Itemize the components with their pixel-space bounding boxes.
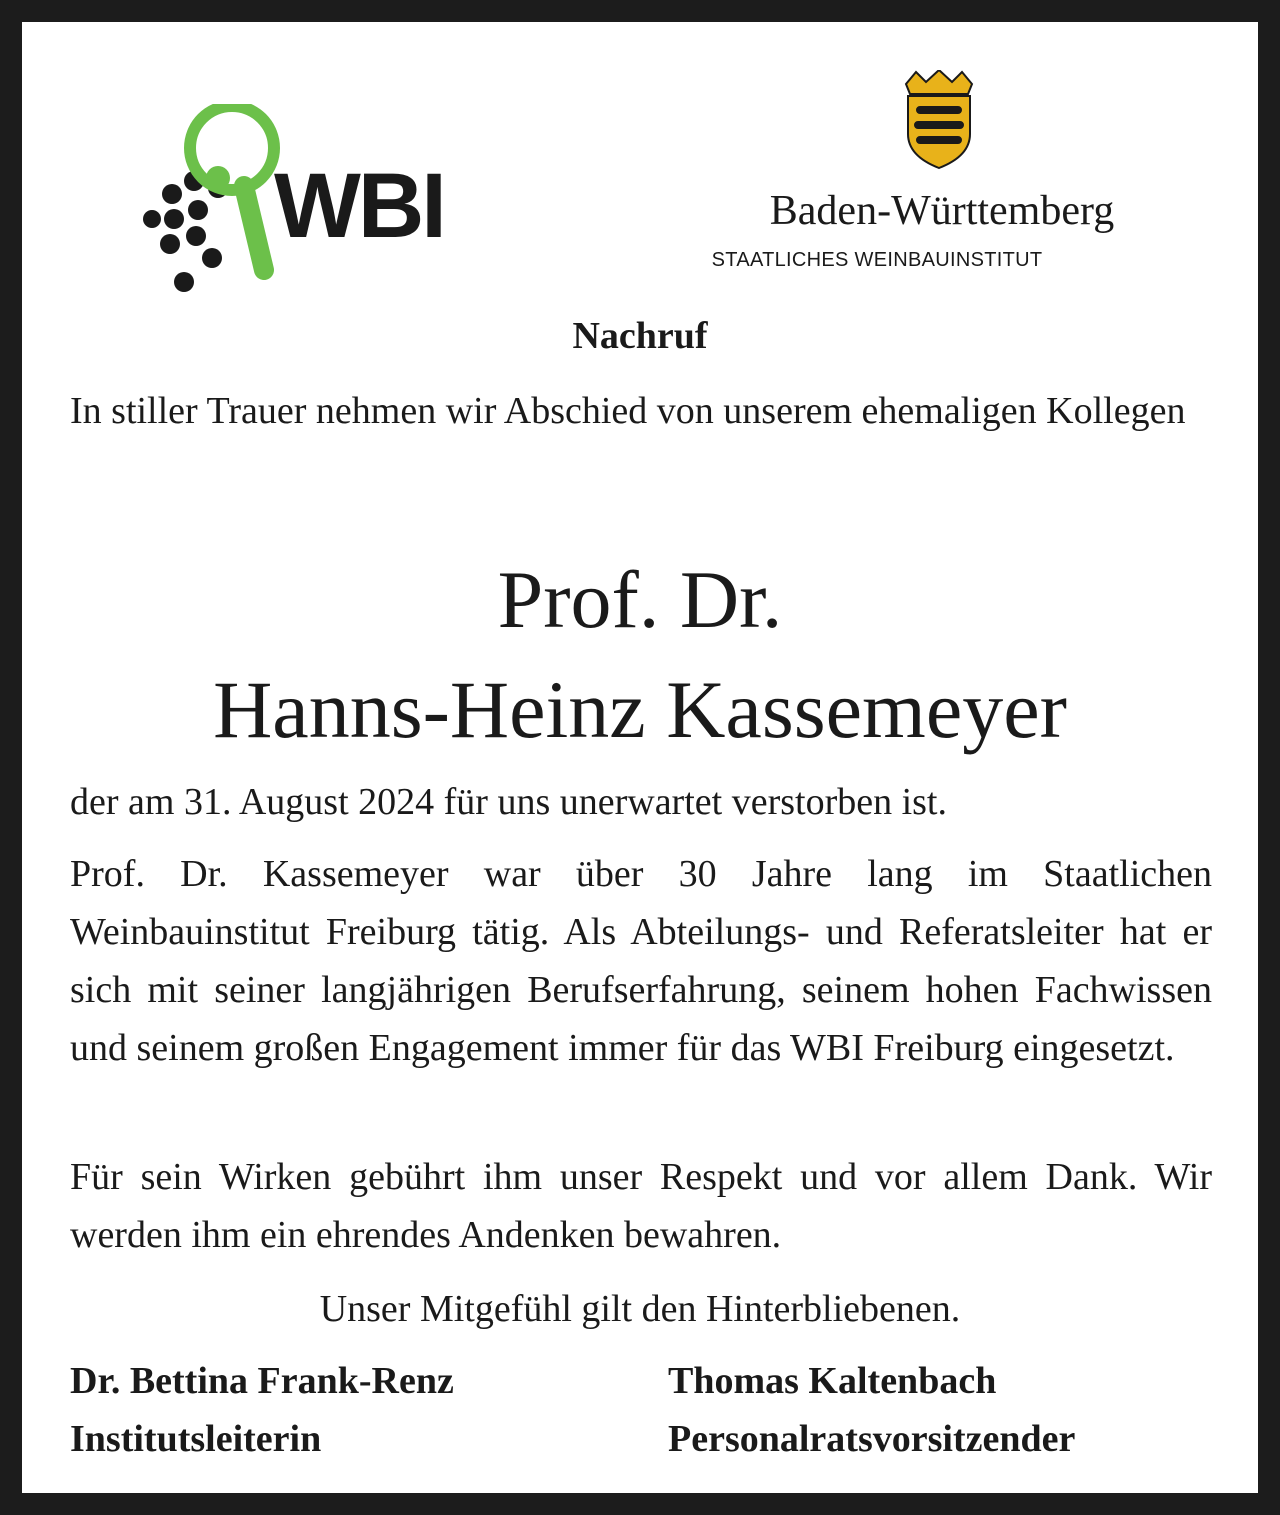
death-line: der am 31. August 2024 für uns unerwartet verstorben ist. bbox=[70, 781, 947, 823]
signature-right bbox=[668, 1352, 1075, 1468]
condolence-text: Unser Mitgefühl gilt den Hinterbliebenen. bbox=[319, 1288, 961, 1330]
deceased-name bbox=[22, 545, 1258, 765]
intro-text: In stiller Trauer nehmen wir Abschied von unserem ehemaligen Kollegen bbox=[70, 390, 1186, 432]
name-full: Hanns-Heinz Kassemeyer bbox=[213, 664, 1067, 755]
state-name: Baden-Württemberg bbox=[769, 188, 1115, 234]
biography-text: Prof. Dr. Kassemeyer war über 30 Jahre lang im Staatlichen Weinbauinstitut Freiburg tätig. Als Abteilungs- und Referatsleiter hat er sich mit seiner langjährigen Berufserfahrung, seinem hohen Fachwissen und seinem großen Engagement immer für das WBI Freiburg eingesetzt. bbox=[70, 853, 1212, 1069]
signer-role: Institutsleiterin bbox=[70, 1418, 322, 1460]
signer-name: Dr. Bettina Frank-Renz bbox=[70, 1360, 454, 1402]
name-title: Prof. Dr. bbox=[497, 554, 783, 645]
wbi-wordmark: WBI bbox=[274, 155, 444, 257]
signer-name: Thomas Kaltenbach bbox=[668, 1360, 997, 1402]
obituary-notice bbox=[22, 22, 1258, 1493]
coat-of-arms-icon bbox=[902, 70, 976, 170]
respect-text: Für sein Wirken gebührt ihm unser Respekt und vor allem Dank. Wir werden ihm ein ehrendes Andenken bewahren. bbox=[70, 1156, 1212, 1256]
state-subtitle: STAATLICHES WEINBAUINSTITUT bbox=[711, 249, 1043, 271]
signer-role: Personalratsvorsitzender bbox=[668, 1418, 1076, 1460]
signature-left bbox=[70, 1352, 454, 1468]
notice-heading: Nachruf bbox=[572, 315, 708, 357]
